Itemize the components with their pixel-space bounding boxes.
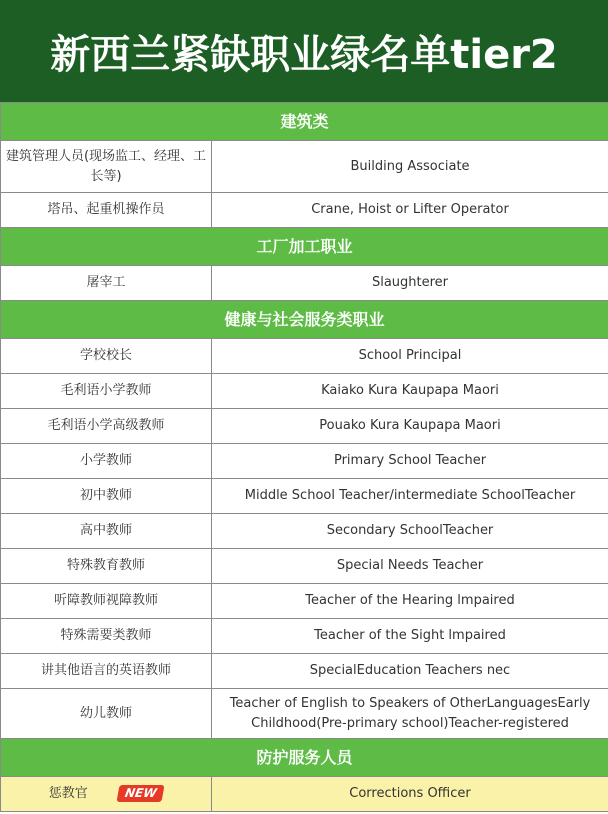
occupation-cn: 毛利语小学高级教师 xyxy=(1,409,212,444)
header-banner xyxy=(0,0,608,102)
occupation-cn: 学校校长 xyxy=(1,339,212,374)
table-row xyxy=(1,514,608,549)
occupation-en: Middle School Teacher/intermediate SchoolTeacher xyxy=(212,479,608,514)
category-header: 健康与社会服务类职业 xyxy=(1,301,608,339)
table-row xyxy=(1,549,608,584)
table-row xyxy=(1,141,608,193)
table-row xyxy=(1,374,608,409)
occupation-cn: 特殊需要类教师 xyxy=(1,619,212,654)
table-row xyxy=(1,584,608,619)
table-row xyxy=(1,689,608,739)
occupation-en: Slaughterer xyxy=(212,266,608,301)
category-row xyxy=(1,301,608,339)
occupation-table xyxy=(0,102,608,812)
occupation-cn: 惩教官 xyxy=(48,786,88,801)
occupation-cn: 建筑管理人员(现场监工、经理、工长等) xyxy=(1,141,212,193)
occupation-cn: 塔吊、起重机操作员 xyxy=(1,193,212,228)
table-row xyxy=(1,444,608,479)
new-badge: NEW xyxy=(116,785,164,802)
occupation-en: Teacher of English to Speakers of OtherLanguagesEarly Childhood(Pre-primary school)Teacher-registered xyxy=(212,689,608,739)
table-row xyxy=(1,654,608,689)
table-row xyxy=(1,409,608,444)
occupation-en: Crane, Hoist or Lifter Operator xyxy=(212,193,608,228)
occupation-cn: 高中教师 xyxy=(1,514,212,549)
occupation-cn: 幼儿教师 xyxy=(1,689,212,739)
occupation-cn-cell xyxy=(1,777,212,812)
category-header: 防护服务人员 xyxy=(1,739,608,777)
occupation-en: Special Needs Teacher xyxy=(212,549,608,584)
table-row xyxy=(1,339,608,374)
occupation-en: Teacher of the Hearing lmpaired xyxy=(212,584,608,619)
occupation-en: Secondary SchoolTeacher xyxy=(212,514,608,549)
occupation-cn: 讲其他语言的英语教师 xyxy=(1,654,212,689)
table-row xyxy=(1,479,608,514)
occupation-cn: 特殊教育教师 xyxy=(1,549,212,584)
occupation-en: Building Associate xyxy=(212,141,608,193)
page-title: 新西兰紧缺职业绿名单tier2 xyxy=(50,31,558,78)
occupation-en: Teacher of the Sight lmpaired xyxy=(212,619,608,654)
table-row xyxy=(1,266,608,301)
occupation-cn: 屠宰工 xyxy=(1,266,212,301)
occupation-en: SpecialEducation Teachers nec xyxy=(212,654,608,689)
category-row xyxy=(1,228,608,266)
table-row xyxy=(1,619,608,654)
category-header: 工厂加工职业 xyxy=(1,228,608,266)
occupation-cn: 小学教师 xyxy=(1,444,212,479)
occupation-en: School Principal xyxy=(212,339,608,374)
occupation-cn: 毛利语小学教师 xyxy=(1,374,212,409)
occupation-en: Pouako Kura Kaupapa Maori xyxy=(212,409,608,444)
occupation-en: Corrections Officer xyxy=(212,777,608,812)
category-row xyxy=(1,103,608,141)
table-row xyxy=(1,777,608,812)
category-row xyxy=(1,739,608,777)
occupation-en: Primary School Teacher xyxy=(212,444,608,479)
category-header: 建筑类 xyxy=(1,103,608,141)
occupation-en: Kaiako Kura Kaupapa Maori xyxy=(212,374,608,409)
table-row xyxy=(1,193,608,228)
occupation-cn: 初中教师 xyxy=(1,479,212,514)
occupation-cn: 听障教师视障教师 xyxy=(1,584,212,619)
